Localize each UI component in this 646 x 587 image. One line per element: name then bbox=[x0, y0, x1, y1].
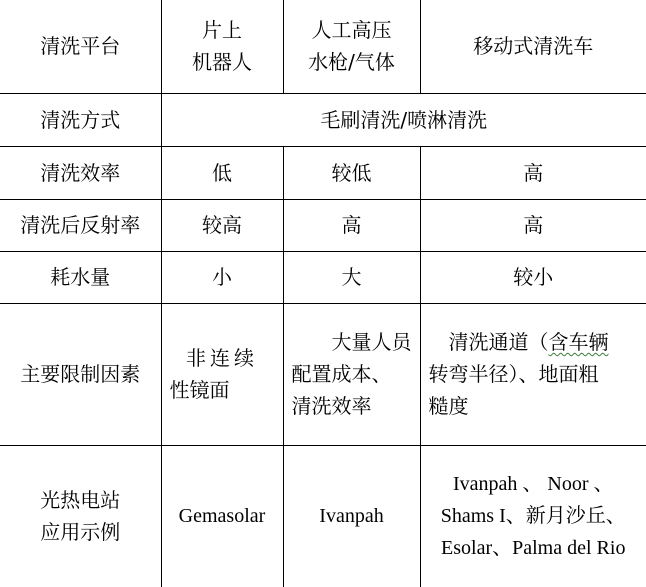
row-label: 清洗方式 bbox=[0, 93, 161, 146]
cell: 小 bbox=[161, 251, 283, 303]
row-label: 清洗后反射率 bbox=[0, 199, 161, 251]
cell: 高 bbox=[420, 199, 646, 251]
cell: Gemasolar bbox=[161, 445, 283, 587]
table-row-efficiency bbox=[0, 146, 646, 199]
cell: 高 bbox=[283, 199, 420, 251]
cell-limits-vehicle: 清洗通道（含车辆 转弯半径）、地面粗 糙度 bbox=[420, 303, 646, 445]
row-label: 耗水量 bbox=[0, 251, 161, 303]
table-row-examples bbox=[0, 445, 646, 587]
header-manual-water-gun: 人工高压 水枪/气体 bbox=[283, 0, 420, 93]
spellcheck-underline: 含车辆 bbox=[548, 330, 609, 354]
cell: 低 bbox=[161, 146, 283, 199]
cell: Ivanpah bbox=[283, 445, 420, 587]
header-mobile-cleaning-vehicle: 移动式清洗车 bbox=[420, 0, 646, 93]
table-row-limits bbox=[0, 303, 646, 445]
cell: 较小 bbox=[420, 251, 646, 303]
cell-limits-robot: 非连续 性镜面 bbox=[161, 303, 283, 445]
table-header-row bbox=[0, 0, 646, 93]
merged-cell-method: 毛刷清洗/喷淋清洗 bbox=[161, 93, 646, 146]
table-row-water-use bbox=[0, 251, 646, 303]
table-row-reflectivity bbox=[0, 199, 646, 251]
cell: 高 bbox=[420, 146, 646, 199]
row-label: 清洗效率 bbox=[0, 146, 161, 199]
cell: 大 bbox=[283, 251, 420, 303]
row-label-examples: 光热电站 应用示例 bbox=[0, 445, 161, 587]
cell: 较高 bbox=[161, 199, 283, 251]
cell: 较低 bbox=[283, 146, 420, 199]
cell-limits-manual: 大量人员 配置成本、 清洗效率 bbox=[283, 303, 420, 445]
row-label: 主要限制因素 bbox=[0, 303, 161, 445]
cell-examples-vehicle: Ivanpah 、 Noor 、 Shams I、新月沙丘、 Esolar、Palma del Rio bbox=[420, 445, 646, 587]
header-platform: 清洗平台 bbox=[0, 0, 161, 93]
header-onboard-robot: 片上 机器人 bbox=[161, 0, 283, 93]
table-row-cleaning-method bbox=[0, 93, 646, 146]
